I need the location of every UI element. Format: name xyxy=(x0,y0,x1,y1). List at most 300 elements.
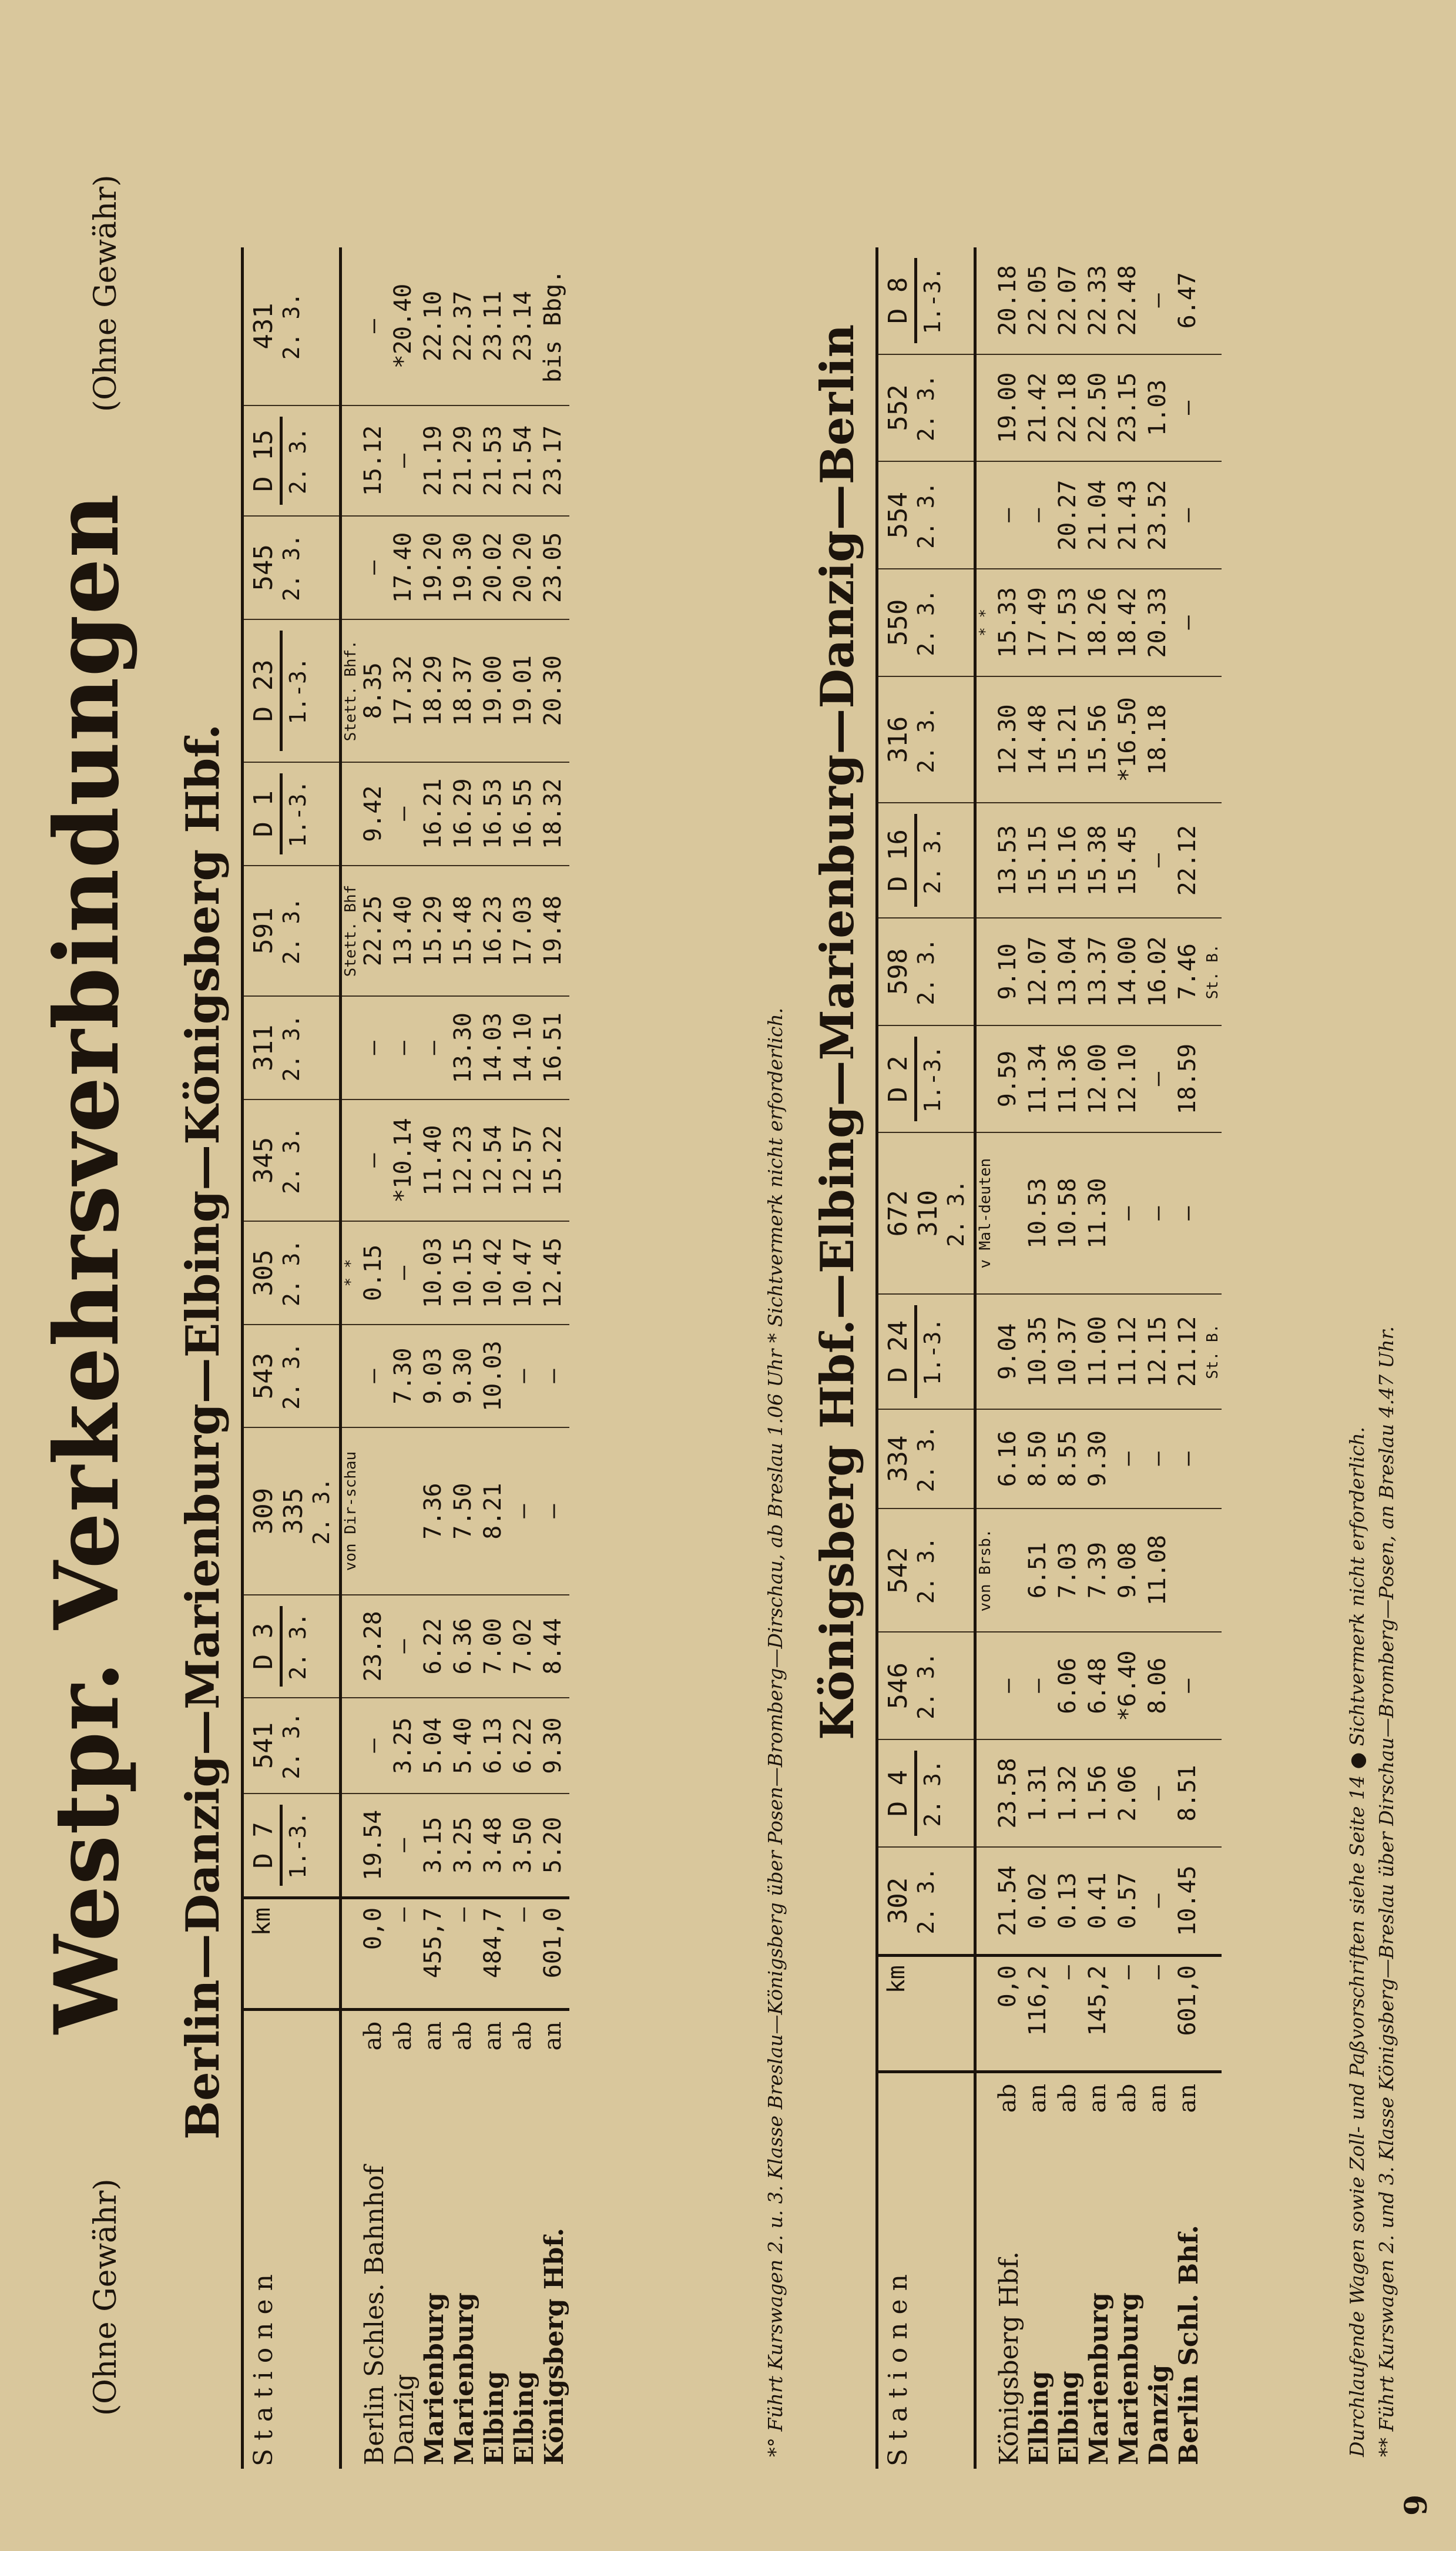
train-class: 2. 3. xyxy=(308,1477,334,1545)
time-cell: 1.56 xyxy=(1084,1739,1114,1847)
time-cell: 0.02 xyxy=(1024,1847,1054,1956)
train-class: 2. 3. xyxy=(279,292,304,360)
time-cell: 11.12 xyxy=(1114,1294,1144,1409)
time-cell: 19.00 xyxy=(479,619,509,762)
time-cell: 22.10 xyxy=(420,247,449,405)
time-cell: 22.37 xyxy=(449,247,479,405)
time-cell: 21.29 xyxy=(449,405,479,516)
time-cell: — xyxy=(360,247,390,405)
note-cell xyxy=(1204,803,1222,918)
time-cell: 23.11 xyxy=(479,247,509,405)
time-cell: 22.25 xyxy=(360,866,390,997)
time-cell: 17.49 xyxy=(1024,569,1054,676)
time-cell: 16.21 xyxy=(420,762,449,866)
table-row xyxy=(539,247,569,2469)
blank-cell xyxy=(1204,2071,1222,2469)
table-row xyxy=(509,247,539,2469)
time-cell: 17.32 xyxy=(390,619,420,762)
train-number: 672 xyxy=(883,1189,913,1237)
footnote-3: ** Führt Kurswagen 2. und 3. Klasse Königsberg—Breslau über Dirschau—Bromberg—Posen, an Breslau 4.47 Uhr. xyxy=(1375,1326,1398,2457)
time-cell: 17.03 xyxy=(509,866,539,997)
time-cell: 11.34 xyxy=(1024,1025,1054,1133)
train-class: 2. 3. xyxy=(279,897,304,965)
time-cell: 8.21 xyxy=(479,1427,509,1594)
train-header xyxy=(877,569,975,676)
time-cell: 23.15 xyxy=(1114,354,1144,462)
note-cell xyxy=(1204,354,1222,462)
station-name: Elbing xyxy=(479,2371,509,2465)
note-cell xyxy=(975,918,995,1025)
km-value: 145,2 xyxy=(1084,1956,1114,2072)
time-cell: — xyxy=(1114,1409,1144,1509)
time-cell: 10.42 xyxy=(479,1221,509,1325)
train-class: 2. 3. xyxy=(913,1425,939,1493)
time-cell: — xyxy=(360,996,390,1099)
time-cell: 19.30 xyxy=(449,516,479,619)
time-cell: 3.50 xyxy=(509,1794,539,1898)
station-name: Marienburg xyxy=(1084,2292,1114,2465)
time-cell: — xyxy=(1144,1025,1174,1133)
time-cell: 15.45 xyxy=(1114,803,1144,918)
table-row xyxy=(1054,247,1084,2469)
time-cell: 20.02 xyxy=(479,516,509,619)
time-cell: 20.30 xyxy=(539,619,569,762)
arrival-departure: ab xyxy=(994,2071,1024,2132)
time-cell: 10.58 xyxy=(1054,1132,1084,1293)
time-cell: 7.30 xyxy=(390,1325,420,1428)
time-cell xyxy=(994,1509,1024,1632)
note-cell xyxy=(341,405,360,516)
train-header xyxy=(243,405,341,516)
time-cell: 23.14 xyxy=(509,247,539,405)
time-cell: 11.40 xyxy=(420,1099,449,1221)
time-cell: 7.36 xyxy=(420,1427,449,1594)
page-title: Westpr. Verkehrsverbindungen xyxy=(35,493,139,2034)
note-cell xyxy=(975,1739,995,1847)
time-cell: 8.50 xyxy=(1024,1409,1054,1509)
time-cell: 10.47 xyxy=(509,1221,539,1325)
arrival-departure: an xyxy=(539,2009,569,2067)
note-cell xyxy=(975,1409,995,1509)
arrival-departure: an xyxy=(1084,2071,1114,2132)
train-number: 543 xyxy=(249,1352,279,1400)
train-header xyxy=(877,1847,975,1956)
note-cell xyxy=(975,1294,995,1409)
table-row xyxy=(994,247,1024,2469)
train-number: D 1 xyxy=(249,773,283,854)
train-class: 2. 3. xyxy=(285,427,311,495)
time-cell: — xyxy=(539,1427,569,1594)
km-value: — xyxy=(449,1898,479,2009)
train-header xyxy=(243,1325,341,1428)
train-header xyxy=(877,918,975,1025)
train-class: 2. 3. xyxy=(279,1127,304,1194)
time-cell: 19.54 xyxy=(360,1794,390,1898)
train-number: D 23 xyxy=(249,631,283,751)
time-cell: — xyxy=(994,461,1024,569)
note-cell xyxy=(1204,1739,1222,1847)
time-cell: 1.32 xyxy=(1054,1739,1084,1847)
note-cell: Stett. Bhf. xyxy=(341,619,360,762)
time-cell: 18.37 xyxy=(449,619,479,762)
train-class: 2. 3. xyxy=(913,706,939,773)
km-value: — xyxy=(1144,1956,1174,2072)
time-cell: — xyxy=(509,1427,539,1594)
station-name: Elbing xyxy=(1054,2371,1084,2465)
time-cell: 9.10 xyxy=(994,918,1024,1025)
time-cell: 16.02 xyxy=(1144,918,1174,1025)
note-cell xyxy=(975,1025,995,1133)
disclaimer-right: (Ohne Gewähr) xyxy=(88,175,123,412)
train-header xyxy=(877,354,975,462)
table-row xyxy=(360,247,390,2469)
time-cell xyxy=(1174,676,1204,803)
km-value: 0,0 xyxy=(994,1956,1024,2072)
time-cell: 22.12 xyxy=(1174,803,1204,918)
time-cell: — xyxy=(390,1794,420,1898)
time-cell: 9.04 xyxy=(994,1294,1024,1409)
time-cell: 15.15 xyxy=(1024,803,1054,918)
stations-header: S t a t i o n e n xyxy=(877,2071,975,2469)
train-header xyxy=(877,1632,975,1739)
train-class: 2. 3. xyxy=(920,826,945,894)
footnote-2: Durchlaufende Wagen sowie Zoll- und Paßvorschriften siehe Seite 14 ● Sichtvermerk nicht erforderlich. xyxy=(1346,1426,1368,2457)
time-cell: 10.03 xyxy=(420,1221,449,1325)
note-cell xyxy=(1204,1509,1222,1632)
train-number: 591 xyxy=(249,907,279,954)
train-class: 1.-3. xyxy=(920,1045,945,1113)
station-name: Marienburg xyxy=(1114,2292,1144,2465)
train-class: 2. 3. xyxy=(913,374,939,442)
train-number: 302 xyxy=(883,1877,913,1925)
time-cell: 11.00 xyxy=(1084,1294,1114,1409)
train-class: 2. 3. xyxy=(279,1712,304,1779)
km-value: 116,2 xyxy=(1024,1956,1054,2072)
train-number: D 16 xyxy=(883,814,917,907)
note-cell xyxy=(341,1099,360,1221)
table-row xyxy=(1084,247,1114,2469)
time-cell: 12.10 xyxy=(1114,1025,1144,1133)
time-cell: — xyxy=(1144,803,1174,918)
station-name: Berlin Schl. Bhf. xyxy=(1174,2225,1204,2465)
time-cell: 19.48 xyxy=(539,866,569,997)
time-cell: 23.52 xyxy=(1144,461,1174,569)
train-number: 545 xyxy=(249,544,279,591)
time-cell: — xyxy=(1174,1132,1204,1293)
arrival-departure: an xyxy=(1144,2071,1174,2132)
note-cell xyxy=(1204,247,1222,354)
note-cell xyxy=(341,762,360,866)
via-note-row xyxy=(341,247,360,2469)
time-cell: 14.00 xyxy=(1114,918,1144,1025)
km-value: 484,7 xyxy=(479,1898,509,2009)
km-value: — xyxy=(1114,1956,1144,2072)
train-number: D 2 xyxy=(883,1037,917,1122)
km-value: — xyxy=(509,1898,539,2009)
train-number: D 3 xyxy=(249,1606,283,1687)
note-cell xyxy=(1204,1132,1222,1293)
note-cell xyxy=(341,247,360,405)
time-cell: 9.30 xyxy=(1084,1409,1114,1509)
time-cell: 3.48 xyxy=(479,1794,509,1898)
train-header xyxy=(243,996,341,1099)
train-class: 2. 3. xyxy=(913,1867,939,1935)
note-cell xyxy=(341,996,360,1099)
time-cell: — xyxy=(1024,461,1054,569)
time-cell: — xyxy=(360,1698,390,1794)
train-number: D 7 xyxy=(249,1805,283,1886)
time-cell: 13.30 xyxy=(449,996,479,1099)
km-value: 601,0 xyxy=(539,1898,569,2009)
time-cell: 15.56 xyxy=(1084,676,1114,803)
stations-header: S t a t i o n e n xyxy=(243,2009,341,2469)
time-cell: — xyxy=(360,1325,390,1428)
time-cell: 12.30 xyxy=(994,676,1024,803)
train-class: 2. 3. xyxy=(913,938,939,1005)
time-cell: 6.06 xyxy=(1054,1632,1084,1739)
train-number: D 24 xyxy=(883,1305,917,1398)
arrival-departure: an xyxy=(1024,2071,1054,2132)
time-cell: 16.55 xyxy=(509,762,539,866)
time-cell: 6.22 xyxy=(509,1698,539,1794)
note-cell: Stett. Bhf xyxy=(341,866,360,997)
time-cell: 21.54 xyxy=(994,1847,1024,1956)
train-number-secondary: 310 xyxy=(913,1189,943,1237)
time-cell: — xyxy=(1144,247,1174,354)
train-header xyxy=(243,1099,341,1221)
time-cell: 2.06 xyxy=(1114,1739,1144,1847)
train-header xyxy=(243,619,341,762)
note-cell xyxy=(341,516,360,619)
time-cell: bis Bbg. xyxy=(539,247,569,405)
station-name: Danzig xyxy=(390,2374,420,2465)
note-cell xyxy=(975,676,995,803)
time-cell: 19.00 xyxy=(994,354,1024,462)
arrival-departure: ab xyxy=(360,2009,390,2067)
km-value: 0,0 xyxy=(360,1898,390,2009)
table-row xyxy=(1024,247,1054,2469)
train-class: 2. 3. xyxy=(943,1179,969,1247)
time-cell: 18.42 xyxy=(1114,569,1144,676)
train-number-secondary: 335 xyxy=(279,1487,308,1535)
train-number: 311 xyxy=(249,1024,279,1071)
time-cell: 19.20 xyxy=(420,516,449,619)
table-row xyxy=(479,247,509,2469)
station-name: Elbing xyxy=(1024,2371,1054,2465)
time-cell: 1.31 xyxy=(1024,1739,1054,1847)
time-cell: 13.53 xyxy=(994,803,1024,918)
disclaimer-left: (Ohne Gewähr) xyxy=(88,2178,123,2416)
time-cell: 20.27 xyxy=(1054,461,1084,569)
time-cell: — xyxy=(360,516,390,619)
station-note-row xyxy=(1204,247,1222,2469)
time-cell: 21.43 xyxy=(1114,461,1144,569)
page-number: 9 xyxy=(1398,2494,1434,2516)
station-name: Königsberg Hbf. xyxy=(994,2251,1024,2465)
train-header xyxy=(243,1427,341,1594)
train-number: 316 xyxy=(883,716,913,763)
time-cell: — xyxy=(1144,1409,1174,1509)
train-class: 2. 3. xyxy=(279,534,304,601)
time-cell: *6.40 xyxy=(1114,1632,1144,1739)
time-cell: 18.59 xyxy=(1174,1025,1204,1133)
time-cell: — xyxy=(1144,1739,1174,1847)
footnote-1: *° Führt Kurswagen 2. u. 3. Klasse Breslau—Königsberg über Posen—Bromberg—Dirschau, ab Breslau 1.06 Uhr * Sichtvermerk nicht erforderlich. xyxy=(764,1007,787,2457)
note-cell: St. B. xyxy=(1204,918,1222,1025)
train-class: 1.-3. xyxy=(285,657,311,725)
time-cell: 3.15 xyxy=(420,1794,449,1898)
time-cell: — xyxy=(390,405,420,516)
note-cell xyxy=(1204,676,1222,803)
time-cell: 16.53 xyxy=(479,762,509,866)
note-cell xyxy=(341,1698,360,1794)
note-cell xyxy=(975,1632,995,1739)
time-cell: — xyxy=(420,996,449,1099)
time-cell xyxy=(1174,1509,1204,1632)
time-cell: *10.14 xyxy=(390,1099,420,1221)
route-title-2: Königsberg Hbf.—Elbing—Marienburg—Danzig—Berlin xyxy=(811,324,864,1740)
arrival-departure: ab xyxy=(509,2009,539,2067)
time-cell: 22.05 xyxy=(1024,247,1054,354)
time-cell: 15.29 xyxy=(420,866,449,997)
train-number: 345 xyxy=(249,1137,279,1184)
time-cell: 20.18 xyxy=(994,247,1024,354)
time-cell: 9.08 xyxy=(1114,1509,1144,1632)
train-header xyxy=(243,247,341,405)
arrival-departure: ab xyxy=(390,2009,420,2067)
time-cell: — xyxy=(1174,1409,1204,1509)
time-cell: — xyxy=(360,1099,390,1221)
train-header xyxy=(243,1698,341,1794)
time-cell: 9.42 xyxy=(360,762,390,866)
note-cell xyxy=(975,461,995,569)
time-cell: 0.13 xyxy=(1054,1847,1084,1956)
time-cell: 23.17 xyxy=(539,405,569,516)
time-cell: — xyxy=(390,1221,420,1325)
arrival-departure: ab xyxy=(449,2009,479,2067)
station-name: Elbing xyxy=(509,2371,539,2465)
time-cell: 12.45 xyxy=(539,1221,569,1325)
time-cell: 22.18 xyxy=(1054,354,1084,462)
note-cell: * * xyxy=(341,1221,360,1325)
route-title-1: Berlin—Danzig—Marienburg—Elbing—Königsberg Hbf. xyxy=(176,723,230,2140)
time-cell: 0.41 xyxy=(1084,1847,1114,1956)
time-cell: 23.28 xyxy=(360,1595,390,1698)
km-header: km xyxy=(877,1956,975,2072)
time-cell: 7.46 xyxy=(1174,918,1204,1025)
train-number: 541 xyxy=(249,1722,279,1769)
train-class: 2. 3. xyxy=(913,1652,939,1719)
train-class: 1.-3. xyxy=(285,1811,311,1879)
train-header xyxy=(243,516,341,619)
time-cell: 18.32 xyxy=(539,762,569,866)
time-cell: — xyxy=(390,762,420,866)
time-cell: 11.08 xyxy=(1144,1509,1174,1632)
time-cell: 5.40 xyxy=(449,1698,479,1794)
train-header xyxy=(243,762,341,866)
time-cell: 10.35 xyxy=(1024,1294,1054,1409)
time-cell: 5.20 xyxy=(539,1794,569,1898)
time-cell: 22.48 xyxy=(1114,247,1144,354)
train-header xyxy=(243,1595,341,1698)
time-cell: — xyxy=(1144,1132,1174,1293)
time-cell: 11.30 xyxy=(1084,1132,1114,1293)
table-row xyxy=(449,247,479,2469)
note-cell xyxy=(975,803,995,918)
time-cell: 21.12 xyxy=(1174,1294,1204,1409)
time-cell: 8.06 xyxy=(1144,1632,1174,1739)
time-cell xyxy=(360,1427,390,1594)
time-cell: 21.54 xyxy=(509,405,539,516)
km-header: km xyxy=(243,1898,341,2009)
time-cell: 16.29 xyxy=(449,762,479,866)
time-cell: 13.40 xyxy=(390,866,420,997)
note-cell: v Mal-deuten xyxy=(975,1132,995,1293)
train-class: 2. 3. xyxy=(285,1613,311,1680)
time-cell xyxy=(390,1427,420,1594)
blank-cell xyxy=(1204,1956,1222,2072)
arrival-departure: an xyxy=(420,2009,449,2067)
time-cell: 9.30 xyxy=(539,1698,569,1794)
time-cell: 19.01 xyxy=(509,619,539,762)
train-number: 431 xyxy=(249,303,279,350)
train-class: 2. 3. xyxy=(920,1759,945,1827)
train-number: 598 xyxy=(883,948,913,995)
time-cell: 8.35 xyxy=(360,619,390,762)
train-header xyxy=(877,803,975,918)
train-header xyxy=(877,461,975,569)
note-cell xyxy=(975,247,995,354)
time-cell: 6.51 xyxy=(1024,1509,1054,1632)
train-class: 2. 3. xyxy=(279,1342,304,1410)
timetable-2 xyxy=(875,247,1222,2469)
time-cell: 3.25 xyxy=(449,1794,479,1898)
note-cell xyxy=(341,1595,360,1698)
time-cell: 10.03 xyxy=(479,1325,509,1428)
time-cell: — xyxy=(509,1325,539,1428)
time-cell: 10.37 xyxy=(1054,1294,1084,1409)
table-row xyxy=(1144,247,1174,2469)
train-number: 546 xyxy=(883,1662,913,1709)
time-cell: *20.40 xyxy=(390,247,420,405)
time-cell: 7.02 xyxy=(509,1595,539,1698)
time-cell: 13.04 xyxy=(1054,918,1084,1025)
train-number: 309 xyxy=(249,1487,279,1535)
km-value: 455,7 xyxy=(420,1898,449,2009)
train-header xyxy=(877,1294,975,1409)
note-cell xyxy=(1204,1025,1222,1133)
note-cell xyxy=(1204,461,1222,569)
time-cell: 18.29 xyxy=(420,619,449,762)
time-cell: 21.53 xyxy=(479,405,509,516)
time-cell: 6.48 xyxy=(1084,1632,1114,1739)
train-class: 1.-3. xyxy=(285,780,311,847)
train-class: 2. 3. xyxy=(913,1536,939,1604)
station-name: Marienburg xyxy=(449,2292,479,2465)
time-cell: — xyxy=(1144,1847,1174,1956)
time-cell: 14.10 xyxy=(509,996,539,1099)
time-cell: 15.48 xyxy=(449,866,479,997)
time-cell: 20.20 xyxy=(509,516,539,619)
train-number: D 15 xyxy=(249,417,283,505)
time-cell: 8.44 xyxy=(539,1595,569,1698)
train-number: 334 xyxy=(883,1435,913,1482)
train-header xyxy=(877,1409,975,1509)
note-cell xyxy=(341,1794,360,1898)
note-cell xyxy=(1204,1847,1222,1956)
time-cell: 12.54 xyxy=(479,1099,509,1221)
time-cell: 23.05 xyxy=(539,516,569,619)
